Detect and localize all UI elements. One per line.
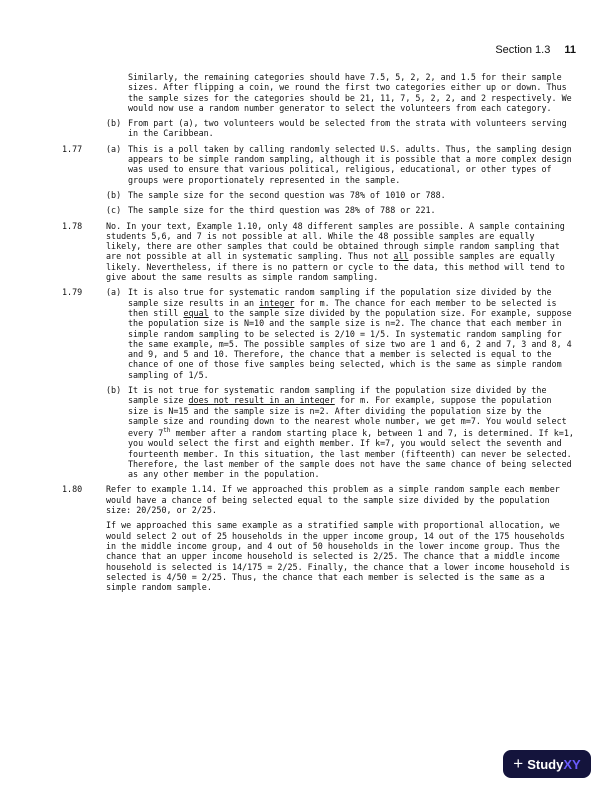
page-content <box>62 72 574 592</box>
part-c <box>62 205 574 215</box>
part-a <box>62 287 574 380</box>
part-label: (a) <box>106 287 122 298</box>
problem-number: 1.80 <box>62 484 83 495</box>
intro-paragraph: Similarly, the remaining categories should have 7.5, 5, 2, 2, and 1.5 for their sample sizes. After flipping a coin, we round the first two categories either up or down. Thus the sample sizes for the categories should be 21, 11, 7, 5, 2, 2, and 2 respectively. We would now use a random number generator to select the volunteers from each category. <box>128 72 572 113</box>
part-label: (a) <box>106 143 122 154</box>
problem-number: 1.77 <box>62 143 83 154</box>
brand-name: Study <box>527 756 564 772</box>
text-run: for m. For example, suppose the population size is N=15 and the sample size is n=2. After dividing the population size by the sample size and rounding down to the nearest whole number, we get m=7. You would select every 7 <box>128 395 567 438</box>
plus-icon: + <box>513 754 524 773</box>
text-run: to the sample size divided by the population size. For example, suppose the population size is N=10 and the sample size is n=2. The chance that each member in simple random sampling to be selected is 2/10 = 1/5. In systematic random sampling for the same example, m=5. The possible samples of size two are 1 and 6, 2 and 7, 3 and 8, 4 and 9, and 5 and 10. Therefore, the chance that a member is selected is equal to the chance of one of those five samples being selected, which is the same as simple random sampling of 1/5. <box>128 307 572 380</box>
part-b <box>62 190 574 200</box>
part-text <box>128 385 574 479</box>
problem-text <box>106 221 574 283</box>
part-label: (b) <box>106 189 122 200</box>
part-text: The sample size for the third question was 28% of 788 or 221. <box>128 205 436 216</box>
page-number: 11 <box>564 44 576 56</box>
text-run: for m. The chance for each member to be selected is then still <box>128 297 557 318</box>
part-label: (b) <box>106 118 122 129</box>
section-title: Section 1.3 <box>495 44 551 56</box>
problem-text: Refer to example 1.14. If we approached this problem as a simple random sample each member would have a chance of being selected equal to the sample size divided by the population size: 20/250, or 2/25. <box>106 484 560 516</box>
text-run: possible samples are equally likely. Nevertheless, if there is no pattern or cycle to the data, this method will tend to give about the same results as simple random sampling. <box>106 251 565 283</box>
part-a <box>62 144 574 185</box>
problem-1-77 <box>62 144 574 216</box>
part-text <box>128 287 574 380</box>
part-text: From part (a), two volunteers would be selected from the strata with volunteers serving in the Caribbean. <box>128 118 567 139</box>
underlined-word: all <box>393 251 409 262</box>
part-text: The sample size for the second question was 78% of 1010 or 788. <box>128 189 446 200</box>
problem-1-80 <box>62 484 574 592</box>
text-run: It is also true for systematic random sampling if the population size divided by the sample size results in an <box>128 287 552 308</box>
underlined-word: equal <box>183 307 209 318</box>
part-label: (c) <box>106 205 122 216</box>
part-b <box>62 385 574 479</box>
page-header <box>495 44 576 56</box>
problem-1-79 <box>62 287 574 479</box>
text-run: It is not true for systematic random sampling if the population size divided by the sample size <box>128 385 547 406</box>
text-run: No. In your text, Example 1.10, only 48 different samples are possible. A sample containing students 5,6, and 7 is not possible at all. While the 48 possible samples are equally likely, there are other samples that could be obtained through simple random sampling that are not possible at all in systematic sampling. Thus not <box>106 220 565 262</box>
problem-number: 1.78 <box>62 220 83 231</box>
prev-part-b <box>62 118 574 139</box>
problem-number: 1.79 <box>62 287 83 298</box>
underlined-word: integer <box>259 297 295 308</box>
underlined-phrase: does not result in an integer <box>188 395 335 406</box>
text-run: member after a random starting place k, between 1 and 7, is determined. If k=1, you would select the first and eighth member. If k=7, you would select the seventh and fourteenth member. In this situation, the last member (fifteenth) can never be selected. Therefore, the last member of the sample does not have the same chance of being selected as any other member in the population. <box>128 428 574 480</box>
superscript: th <box>163 427 171 435</box>
part-label: (b) <box>106 385 122 396</box>
problem-text-continued: If we approached this same example as a stratified sample with proportional allocation, we would select 2 out of 25 households in the upper income group, 14 out of the 175 households in the middle income group, and 4 out of 50 households in the lower income group. Thus the chance that an upper income household is selected is 2/25. The chance that a middle income household is selected is 14/175 = 2/25. Finally, the chance that a lower income household is selected is 4/50 = 2/25. Thus, the chance that each member is selected is the same as a simple random sample. <box>106 520 570 593</box>
problem-1-78 <box>62 221 574 283</box>
part-text: This is a poll taken by calling randomly selected U.S. adults. Thus, the sampling design appears to be simple random sampling, although it is possible that a more complex design was used to ensure that various political, religious, educational, or other types of groups were proportionately represented in the sample. <box>128 143 572 185</box>
studyxy-badge[interactable] <box>503 750 591 778</box>
brand-suffix: XY <box>563 756 581 772</box>
